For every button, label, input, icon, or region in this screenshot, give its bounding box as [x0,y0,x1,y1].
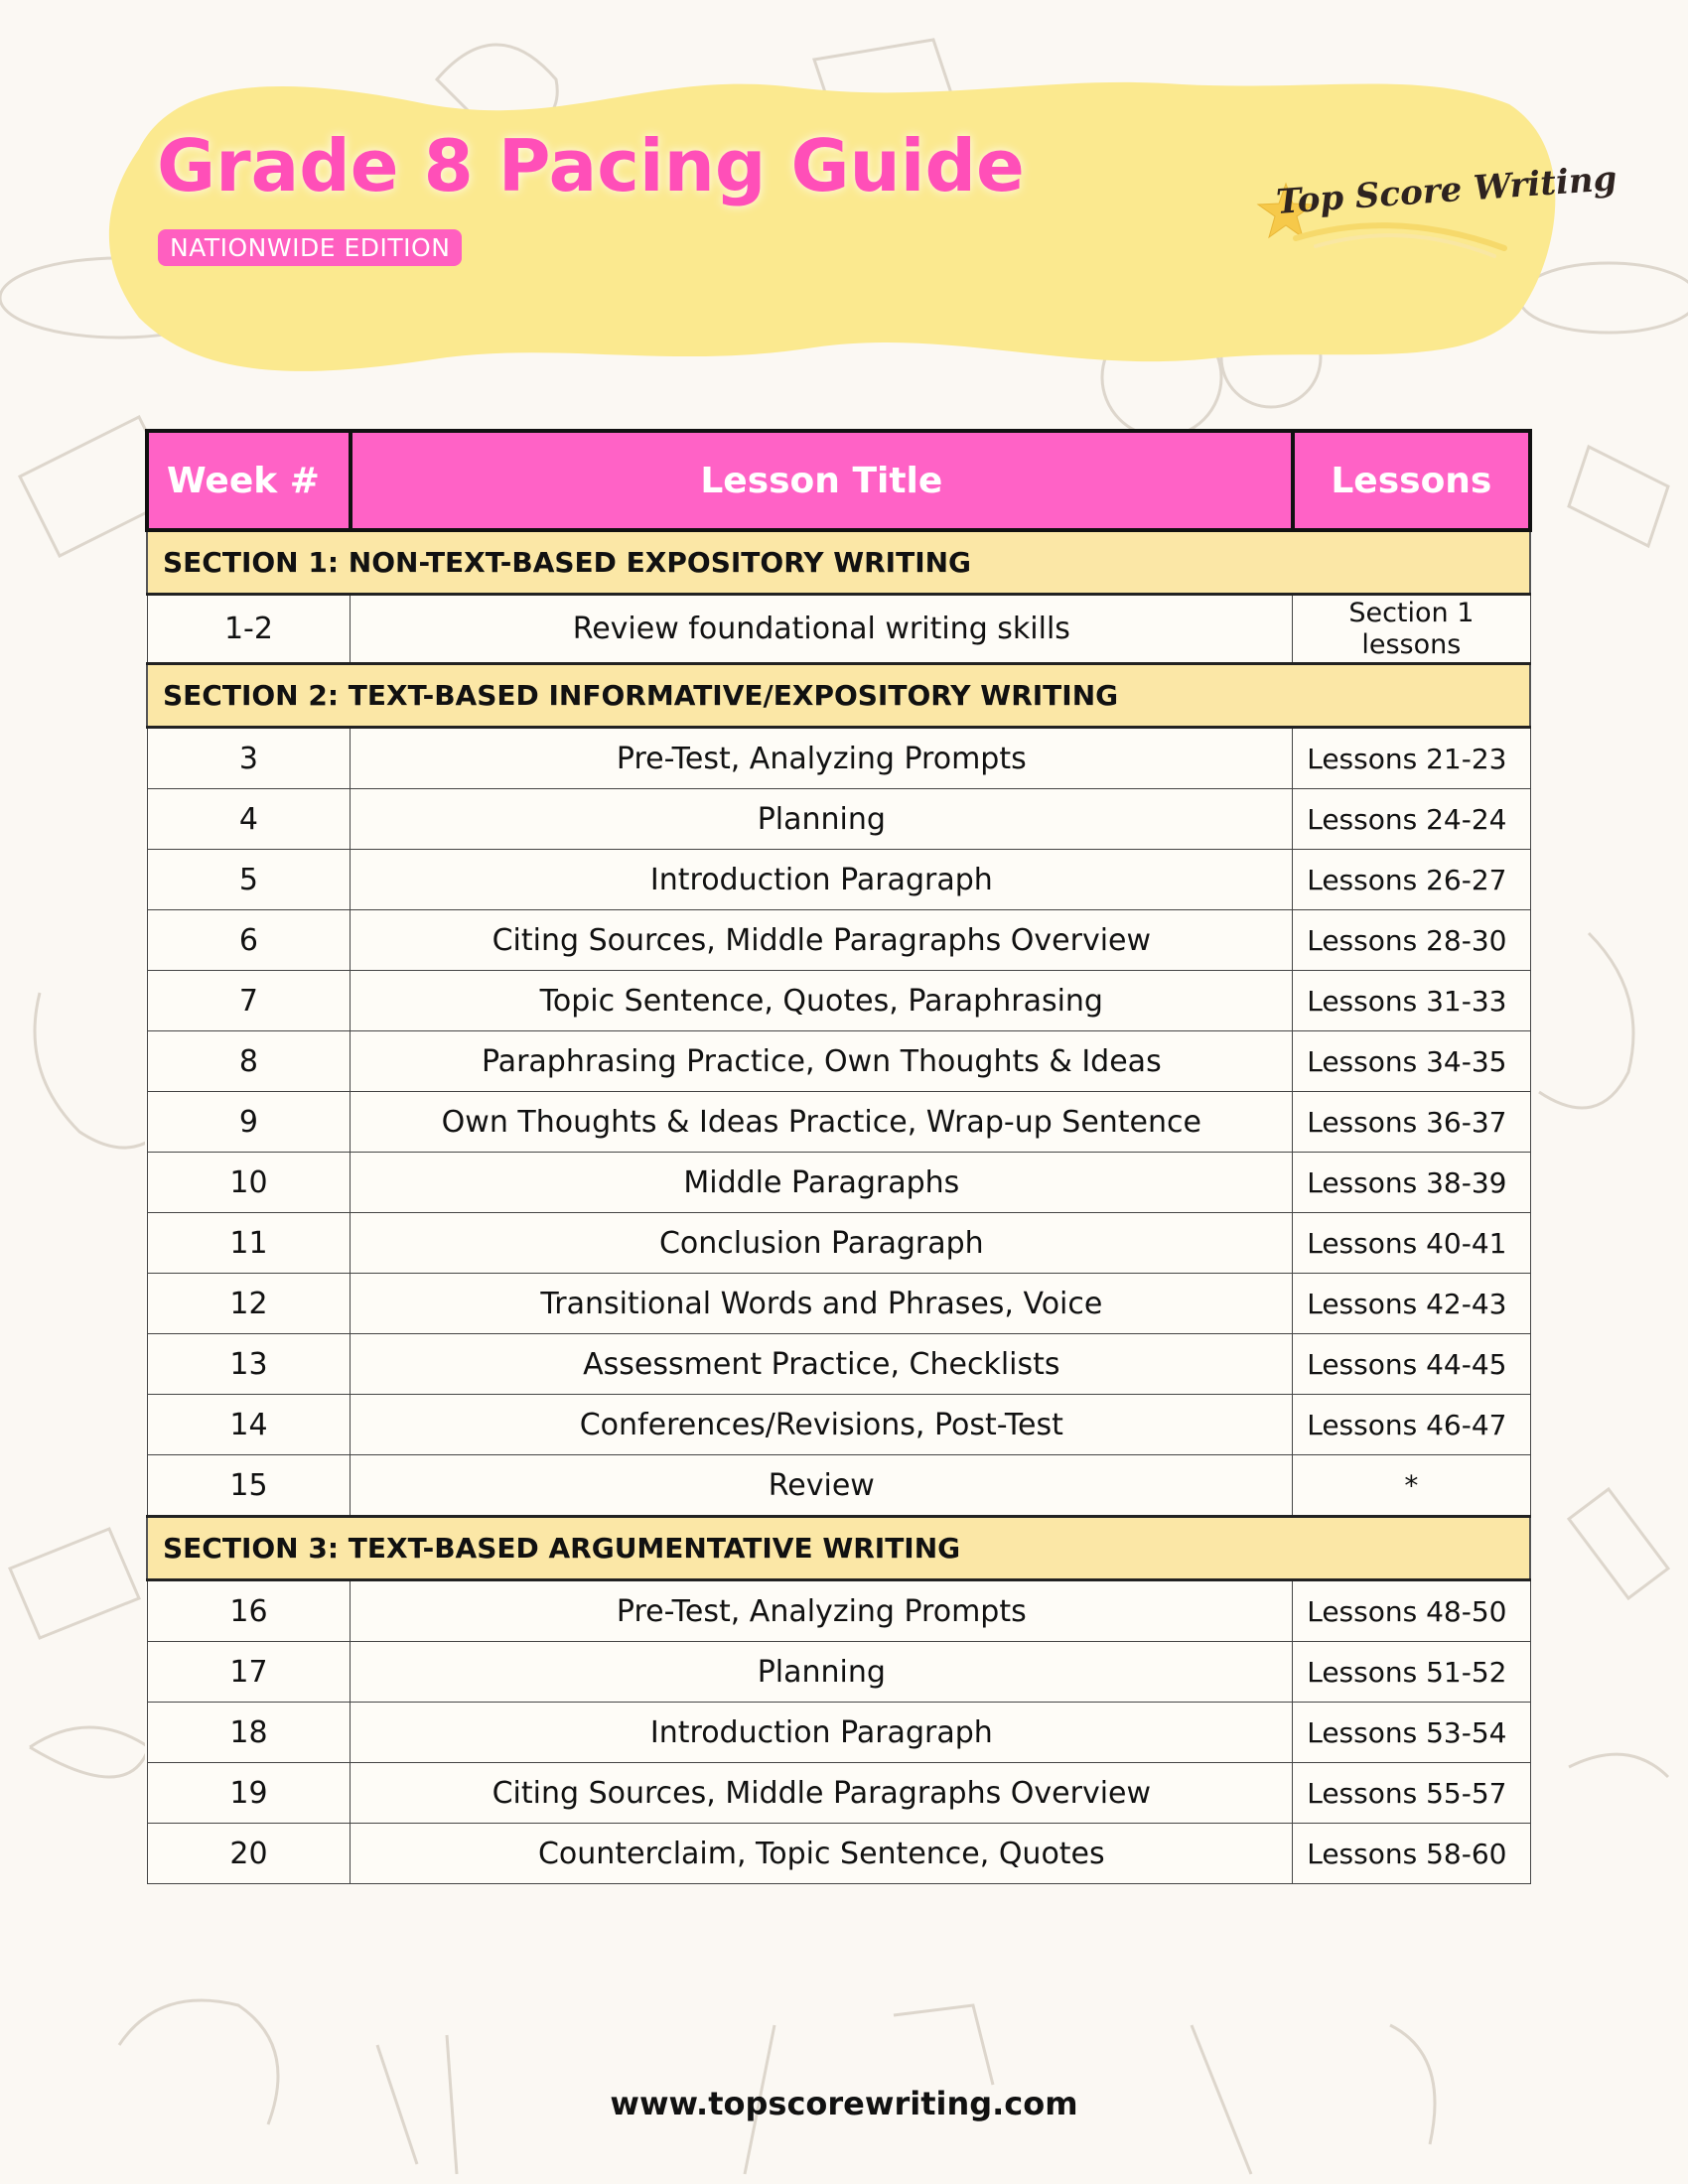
table-row [147,1274,1530,1334]
week-cell: 10 [147,1153,351,1213]
week-cell: 19 [147,1763,351,1824]
lesson-title-cell: Middle Paragraphs [351,1153,1293,1213]
table-row [147,1334,1530,1395]
lessons-cell: Lessons 36-37 [1293,1092,1530,1153]
logo-text: Top Score Writing [1275,159,1618,222]
lesson-title-cell: Introduction Paragraph [351,850,1293,910]
week-cell: 12 [147,1274,351,1334]
column-header-week: Week # [147,431,351,530]
section-heading: SECTION 1: NON-TEXT-BASED EXPOSITORY WRITING [147,530,1530,595]
lesson-title-cell: Pre-Test, Analyzing Prompts [351,728,1293,789]
lessons-cell: Section 1 lessons [1293,595,1530,664]
lesson-title-cell: Conferences/Revisions, Post-Test [351,1395,1293,1455]
section-heading: SECTION 3: TEXT-BASED ARGUMENTATIVE WRITING [147,1517,1530,1580]
week-cell: 8 [147,1031,351,1092]
table-row [147,850,1530,910]
lesson-title-cell: Citing Sources, Middle Paragraphs Overview [351,910,1293,971]
lessons-cell: Lessons 46-47 [1293,1395,1530,1455]
table-row [147,1703,1530,1763]
lesson-title-cell: Counterclaim, Topic Sentence, Quotes [351,1824,1293,1884]
table-row [147,910,1530,971]
pacing-table [145,429,1532,1884]
lessons-cell: Lessons 58-60 [1293,1824,1530,1884]
section-heading-row [147,1517,1530,1580]
table-row [147,1824,1530,1884]
column-header-lessons: Lessons [1293,431,1530,530]
lesson-title-cell: Paraphrasing Practice, Own Thoughts & Ideas [351,1031,1293,1092]
lesson-title-cell: Introduction Paragraph [351,1703,1293,1763]
section-heading: SECTION 2: TEXT-BASED INFORMATIVE/EXPOSITORY WRITING [147,664,1530,728]
lessons-cell: Lessons 55-57 [1293,1763,1530,1824]
week-cell: 15 [147,1455,351,1517]
lessons-cell: Lessons 40-41 [1293,1213,1530,1274]
lessons-cell: Lessons 21-23 [1293,728,1530,789]
lessons-cell: Lessons 31-33 [1293,971,1530,1031]
week-cell: 5 [147,850,351,910]
section-heading-row [147,530,1530,595]
week-cell: 7 [147,971,351,1031]
table-row [147,728,1530,789]
week-cell: 3 [147,728,351,789]
section-heading-row [147,664,1530,728]
week-cell: 1-2 [147,595,351,664]
page-title: Grade 8 Pacing Guide [157,124,1025,207]
lessons-cell: Lessons 42-43 [1293,1274,1530,1334]
column-header-lesson-title: Lesson Title [351,431,1293,530]
lessons-cell: Lessons 28-30 [1293,910,1530,971]
lesson-title-cell: Own Thoughts & Ideas Practice, Wrap-up Sentence [351,1092,1293,1153]
lesson-title-cell: Topic Sentence, Quotes, Paraphrasing [351,971,1293,1031]
week-cell: 17 [147,1642,351,1703]
table-row [147,1395,1530,1455]
week-cell: 13 [147,1334,351,1395]
edition-badge: NATIONWIDE EDITION [158,229,462,266]
table-row [147,1092,1530,1153]
lesson-title-cell: Review foundational writing skills [351,595,1293,664]
lesson-title-cell: Planning [351,1642,1293,1703]
week-cell: 9 [147,1092,351,1153]
lessons-cell: Lessons 44-45 [1293,1334,1530,1395]
lessons-cell: Lessons 38-39 [1293,1153,1530,1213]
lesson-title-cell: Transitional Words and Phrases, Voice [351,1274,1293,1334]
week-cell: 14 [147,1395,351,1455]
week-cell: 16 [147,1580,351,1642]
lesson-title-cell: Pre-Test, Analyzing Prompts [351,1580,1293,1642]
week-cell: 18 [147,1703,351,1763]
week-cell: 20 [147,1824,351,1884]
week-cell: 11 [147,1213,351,1274]
table-row [147,1642,1530,1703]
table-row [147,595,1530,664]
lessons-cell: Lessons 51-52 [1293,1642,1530,1703]
table-row [147,1031,1530,1092]
lesson-title-cell: Conclusion Paragraph [351,1213,1293,1274]
table-row [147,971,1530,1031]
table-row [147,1580,1530,1642]
table-row [147,1763,1530,1824]
lessons-cell: Lessons 24-24 [1293,789,1530,850]
lesson-title-cell: Planning [351,789,1293,850]
lesson-title-cell: Assessment Practice, Checklists [351,1334,1293,1395]
table-row [147,789,1530,850]
footer-url[interactable]: www.topscorewriting.com [610,2085,1078,2122]
table-header-row [147,431,1530,530]
lesson-title-cell: Review [351,1455,1293,1517]
table-row [147,1213,1530,1274]
lessons-cell: Lessons 48-50 [1293,1580,1530,1642]
table-row [147,1455,1530,1517]
lessons-cell: * [1293,1455,1530,1517]
lessons-cell: Lessons 53-54 [1293,1703,1530,1763]
lesson-title-cell: Citing Sources, Middle Paragraphs Overview [351,1763,1293,1824]
lessons-cell: Lessons 34-35 [1293,1031,1530,1092]
lessons-cell: Lessons 26-27 [1293,850,1530,910]
week-cell: 6 [147,910,351,971]
week-cell: 4 [147,789,351,850]
table-row [147,1153,1530,1213]
